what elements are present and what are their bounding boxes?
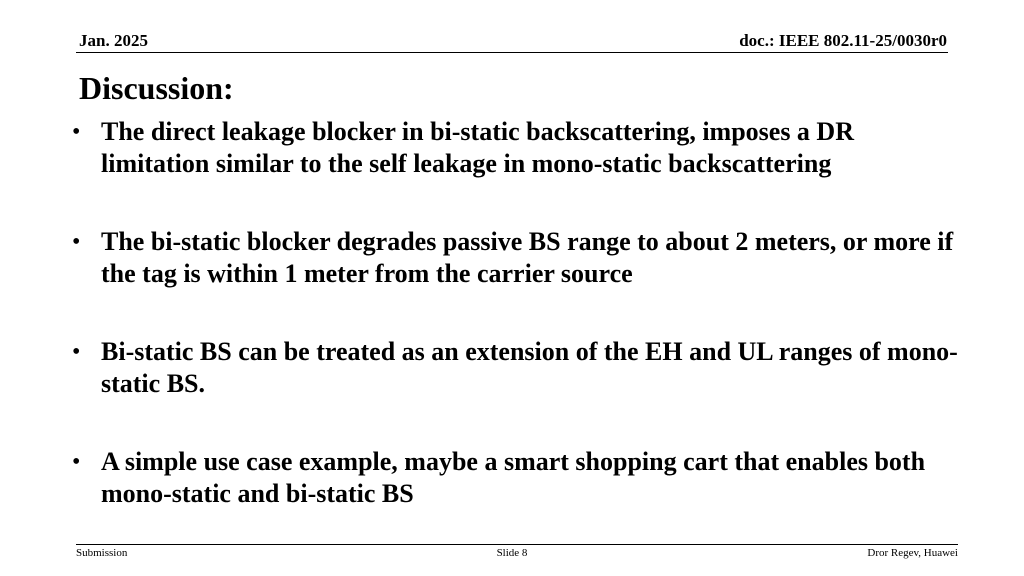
bullet-item: [72, 446, 962, 510]
bullet-list: [72, 116, 962, 510]
slide-title: Discussion:: [79, 70, 234, 106]
footer-author: Dror Regev, Huawei: [867, 547, 958, 559]
footer-slide-number: Slide 8: [496, 547, 528, 559]
header-date: Jan. 2025: [79, 31, 148, 50]
bullet-text: Bi-static BS can be treated as an extension of the EH and UL ranges of mono-static BS.: [101, 337, 958, 398]
header-doc-id: doc.: IEEE 802.11-25/0030r0: [739, 31, 947, 50]
bullet-item: [72, 336, 962, 400]
bullet-item: [72, 116, 962, 180]
bullet-marker: •: [72, 339, 81, 365]
bullet-marker: •: [72, 119, 81, 145]
bullet-marker: •: [72, 449, 81, 475]
bullet-item: [72, 226, 962, 290]
footer-submission: Submission: [76, 547, 128, 559]
bullet-text: The bi-static blocker degrades passive BS range to about 2 meters, or more if the tag is within 1 meter from the carrier source: [101, 227, 954, 288]
bullet-marker: •: [72, 229, 81, 255]
bullet-text: The direct leakage blocker in bi-static backscattering, imposes a DR limitation similar to the self leakage in mono-static backscattering: [101, 117, 854, 178]
header-divider: [76, 52, 948, 53]
bullet-text: A simple use case example, maybe a smart shopping cart that enables both mono-static and bi-static BS: [101, 447, 926, 508]
footer-divider: [76, 544, 958, 545]
